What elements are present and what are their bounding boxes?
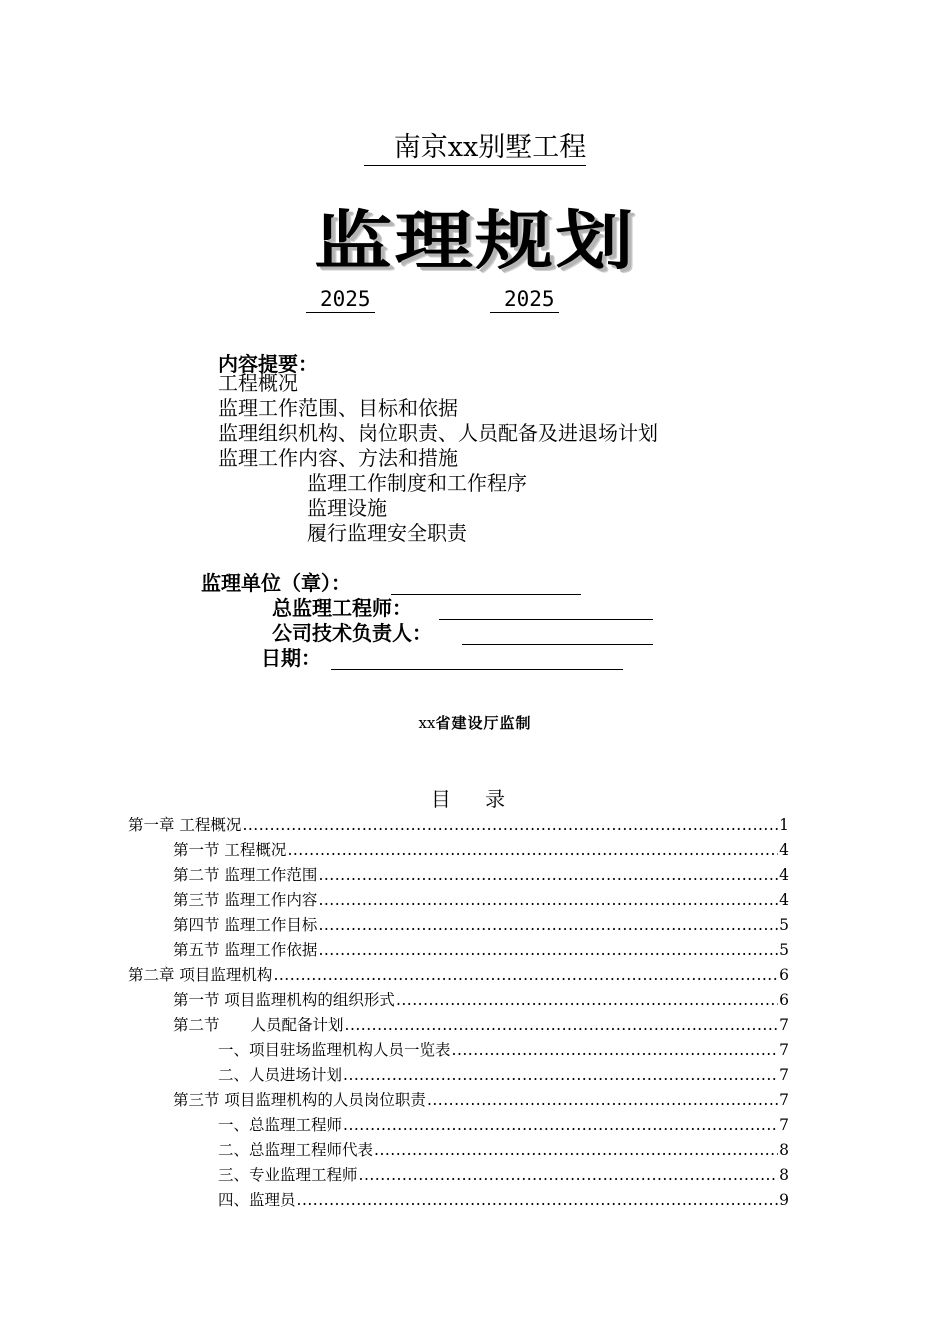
toc-entry[interactable]: 第一节 工程概况 ..... 4 — [173, 835, 789, 860]
sign-field-line — [391, 594, 581, 595]
toc-entry[interactable]: 四、监理员 ..... 9 — [218, 1185, 789, 1210]
summary-item: 监理工作制度和工作程序 — [307, 471, 527, 495]
toc-entry[interactable]: 一、项目驻场监理机构人员一览表 ..... 7 — [218, 1035, 789, 1060]
toc-entry[interactable]: 一、总监理工程师 ..... 7 — [218, 1110, 789, 1135]
sign-field-label: 监理单位（章）： — [201, 571, 351, 595]
sign-field-label: 日期： — [261, 646, 321, 670]
toc-entry[interactable]: 第四节 监理工作目标 ..... 5 — [173, 910, 789, 935]
toc-entry[interactable]: 第二章 项目监理机构 ..... 6 — [128, 960, 789, 985]
summary-item: 履行监理安全职责 — [307, 521, 467, 545]
toc-entry[interactable]: 第二节 监理工作范围 ..... 4 — [173, 860, 789, 885]
summary-item: 监理工作内容、方法和措施 — [218, 446, 458, 470]
summary-item: 监理设施 — [307, 496, 387, 520]
document-main-title: 监理规划 — [313, 205, 637, 279]
year-end: 2025 — [490, 286, 559, 313]
toc-entry[interactable]: 三、专业监理工程师 ..... 8 — [218, 1160, 789, 1185]
summary-heading: 内容提要： — [218, 352, 318, 376]
toc-entry[interactable]: 第三节 监理工作内容 ..... 4 — [173, 885, 789, 910]
toc-entry[interactable]: 第一章 工程概况 ..... 1 — [128, 810, 789, 835]
sign-field-line — [439, 619, 653, 620]
sign-field-label: 公司技术负责人： — [272, 621, 432, 645]
toc-entry[interactable]: 二、人员进场计划 ..... 7 — [218, 1060, 789, 1085]
summary-item: 工程概况 — [218, 371, 298, 395]
sign-field-label: 总监理工程师： — [272, 596, 412, 620]
summary-item: 监理工作范围、目标和依据 — [218, 396, 458, 420]
toc-entry[interactable]: 二、总监理工程师代表 ..... 8 — [218, 1135, 789, 1160]
toc-entry[interactable]: 第五节 监理工作依据 ..... 5 — [173, 935, 789, 960]
issuer-prefix: xx — [418, 714, 436, 732]
project-title-text: 南京xx别墅工程 — [364, 132, 586, 166]
sign-field-line — [331, 669, 623, 670]
sign-field-line — [462, 644, 653, 645]
toc-entry[interactable]: 第三节 项目监理机构的人员岗位职责 ..... 7 — [173, 1085, 789, 1110]
project-title — [0, 132, 950, 166]
issuer-text: 省建设厅监制 — [435, 714, 532, 732]
toc-entry[interactable]: 第二节 人员配备计划 ..... 7 — [173, 1010, 789, 1035]
toc-heading: 目 录 — [430, 787, 520, 811]
summary-item: 监理组织机构、岗位职责、人员配备及进退场计划 — [218, 421, 658, 445]
year-start: 2025 — [306, 286, 375, 313]
toc-entry[interactable]: 第一节 项目监理机构的组织形式 ..... 6 — [173, 985, 789, 1010]
issuer-line — [0, 712, 950, 733]
